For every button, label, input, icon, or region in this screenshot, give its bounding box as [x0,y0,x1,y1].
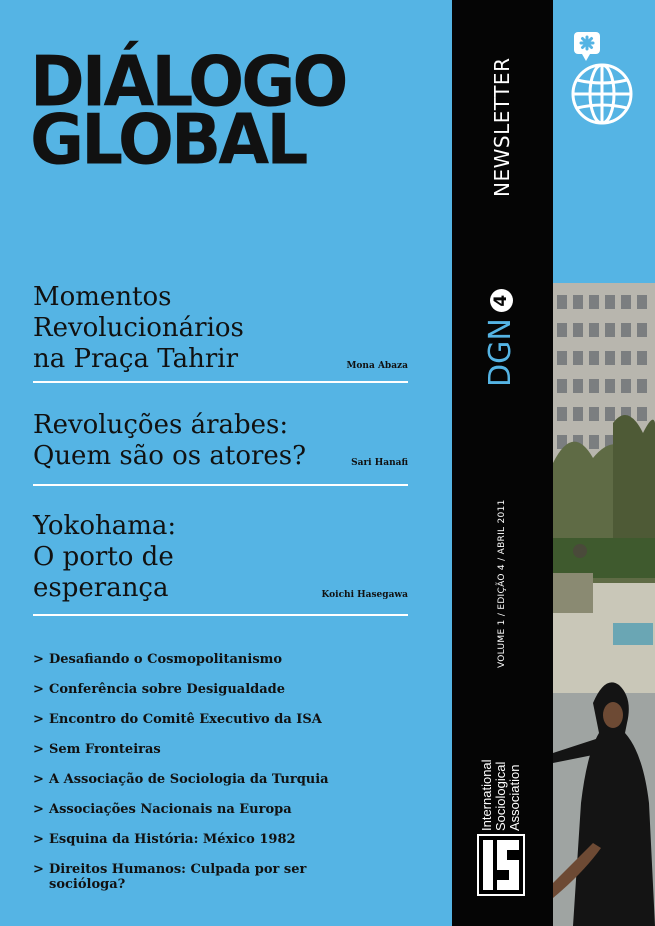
toc-marker: > [33,682,44,697]
toc-marker: > [33,772,44,787]
isa-name-line: Sociological [493,761,508,831]
masthead-title [30,41,346,181]
headline-line: Momentos [33,282,172,312]
masthead-line-2: GLOBAL [30,99,306,181]
toc-item[interactable] [33,772,428,802]
article-author: Mona Abaza [346,361,408,371]
issue-number-badge: 4 [490,289,513,312]
article-author: Koichi Hasegawa [321,590,408,600]
toc-item-label: Conferência sobre Desigualdade [49,682,286,697]
globe-speech-bubble-icon [566,30,638,126]
toc-item[interactable] [33,652,428,682]
dgn-label: DGN [483,318,518,387]
article-author: Sari Hanafi [351,458,408,468]
divider [33,484,408,486]
toc-marker: > [33,712,44,727]
toc-item-label: Direitos Humanos: Culpada por ser socióloga? [49,862,307,892]
volume-info: VOLUME 1 / EDIÇÃO 4 / ABRIL 2011 [497,499,507,668]
headline-line: O porto de [33,542,174,572]
toc-marker: > [33,862,44,877]
headline-line: Quem são os atores? [33,441,307,471]
cover-photo [553,283,655,926]
toc-item-label: Desafiando o Cosmopolitanismo [49,652,283,667]
headline-line: na Praça Tahrir [33,344,239,374]
divider [33,381,408,383]
toc-item-label: Associações Nacionais na Europa [49,802,292,817]
isa-name [480,759,522,831]
toc-item[interactable] [33,802,428,832]
headline-line: Yokohama: [33,511,177,541]
toc-item[interactable] [33,862,428,894]
isa-name-line: Association [507,764,522,831]
toc-item[interactable] [33,742,428,772]
article-teaser-2[interactable] [33,410,408,472]
toc-item[interactable] [33,682,428,712]
masthead-line-1: DIÁLOGO [30,41,346,123]
newsletter-label: NEWSLETTER [490,57,514,197]
article-teaser-3[interactable] [33,511,408,604]
toc-marker: > [33,742,44,757]
toc-item-label: Encontro do Comitê Executivo da ISA [49,712,322,727]
toc-item[interactable] [33,712,428,742]
divider [33,614,408,616]
toc-marker: > [33,802,44,817]
article-teaser-1[interactable] [33,282,408,375]
headline-line: esperança [33,573,169,603]
isa-logo-icon [477,834,525,896]
headline-line: Revoluções árabes: [33,410,289,440]
isa-name-line: International [479,759,494,831]
headline-line: Revolucionários [33,313,244,343]
toc-item-label: Sem Fronteiras [49,742,161,757]
toc-marker: > [33,652,44,667]
toc-marker: > [33,832,44,847]
dgn-issue-label [483,289,518,387]
toc-item-label: Esquina da História: México 1982 [49,832,296,847]
table-of-contents [33,652,428,894]
toc-item-label: A Associação de Sociologia da Turquia [49,772,329,787]
toc-item[interactable] [33,832,428,862]
